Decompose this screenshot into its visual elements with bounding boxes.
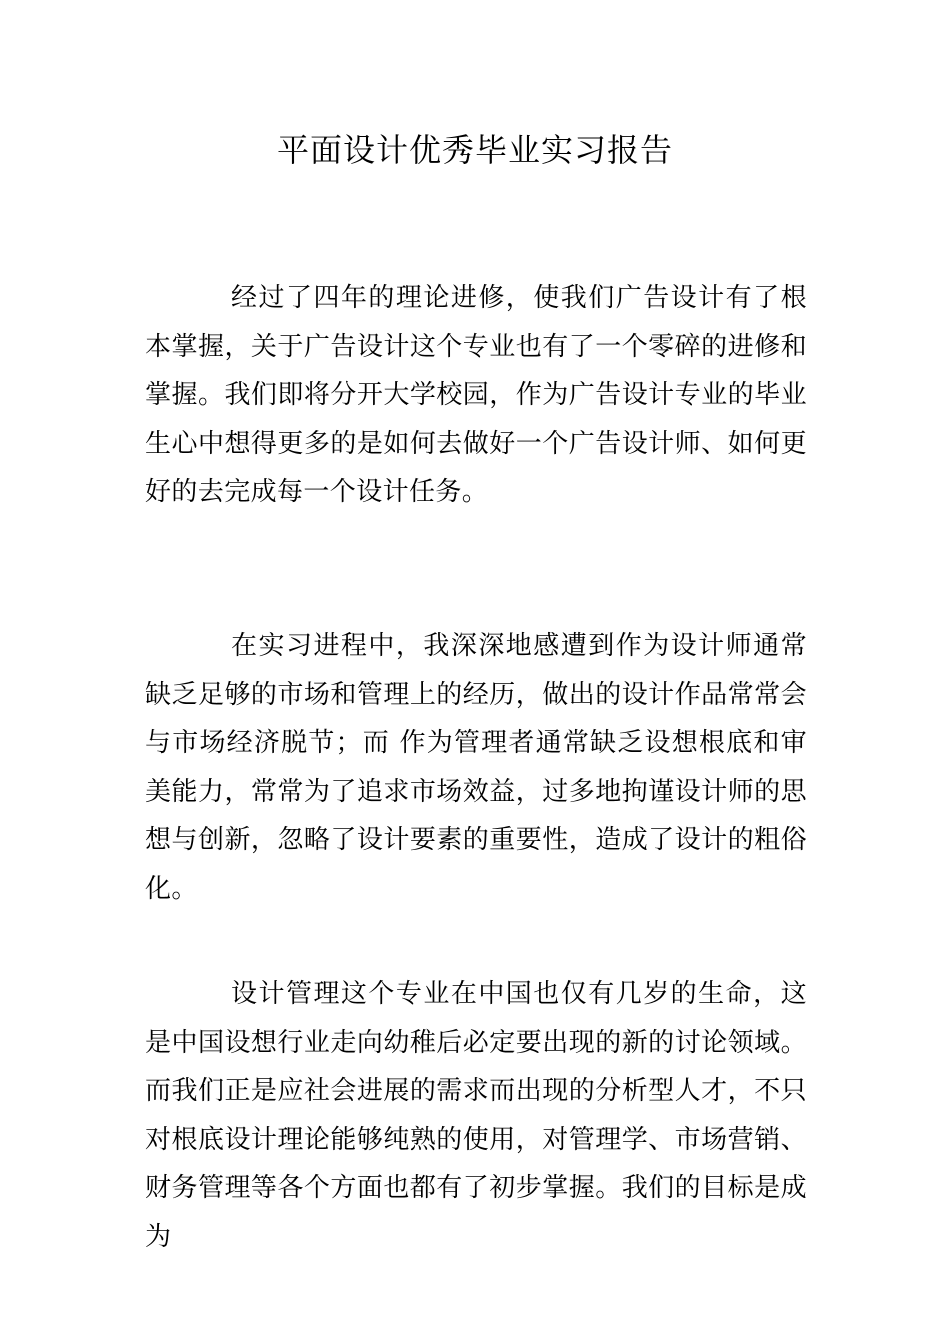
paragraph-1: 经过了四年的理论进修，使我们广告设计有了根本掌握，关于广告设计这个专业也有了一个零碎的进修和掌握。我们即将分开大学校园，作为广告设计专业的毕业生心中想得更多的是如何去做好一个广告设计师、如何更好的去完成每一个设计任务。 xyxy=(145,283,807,507)
paragraph-2: 在实习进程中，我深深地感遭到作为设计师通常缺乏足够的市场和管理上的经历，做出的设计作品常常会与市场经济脱节；而 作为管理者通常缺乏设想根底和审美能力，常常为了追求市场效益，过多地拘谨设计师的思想与创新，忽略了设计要素的重要性，造成了设计的粗俗化。 xyxy=(145,631,807,904)
page-title: 平面设计优秀毕业实习报告 xyxy=(276,131,673,169)
paragraph-3: 设计管理这个专业在中国也仅有几岁的生命，这是中国设想行业走向幼稚后必定要出现的新的讨论领域。而我们正是应社会进展的需求而出现的分析型人才，不只对根底设计理论能够纯熟的使用，对管理学、市场营销、财务管理等各个方面也都有了初步掌握。我们的目标是成为 xyxy=(145,979,807,1252)
